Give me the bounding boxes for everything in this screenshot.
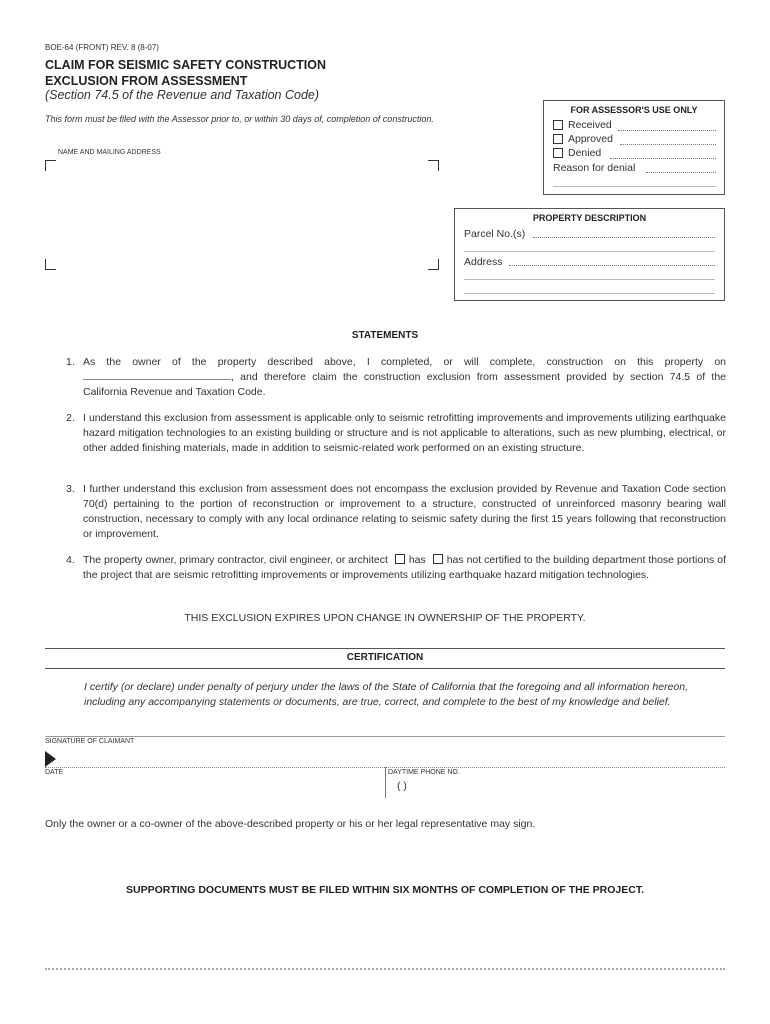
statement-3 [66, 482, 726, 542]
name-address-label: NAME AND MAILING ADDRESS [58, 149, 161, 156]
completion-date-field[interactable] [83, 370, 231, 380]
signature-rule [45, 736, 725, 737]
address-corner-bottom-right [428, 259, 439, 270]
statement-1-number: 1. [66, 356, 75, 368]
parcel-label: Parcel No.(s) [464, 228, 526, 240]
denied-line[interactable] [610, 158, 716, 159]
statement-4 [66, 553, 726, 583]
certification-text: I certify (or declare) under penalty of perjury under the laws of the State of California that the foregoing and all information hereon, including any accompanying statements or documents, are true, correct, and complete to the best of my knowledge and belief. [84, 681, 688, 708]
supporting-documents-notice: SUPPORTING DOCUMENTS MUST BE FILED WITHIN SIX MONTHS OF COMPLETION OF THE PROJECT. [125, 884, 644, 896]
form-id: BOE-64 (FRONT) REV. 8 (8-07) [45, 43, 159, 52]
reason-line-1[interactable] [646, 172, 716, 173]
received-checkbox[interactable] [553, 120, 563, 130]
expiration-notice: THIS EXCLUSION EXPIRES UPON CHANGE IN OWNERSHIP OF THE PROPERTY. [184, 612, 586, 624]
address-line-1[interactable] [509, 265, 715, 266]
statement-1-text-a: As the owner of the property described above, I completed, or will complete, construction on this property on [83, 356, 726, 368]
received-label: Received [568, 119, 612, 131]
address-label: Address [464, 256, 503, 268]
approved-row [553, 133, 613, 145]
name-address-field[interactable] [56, 170, 426, 258]
address-line-2[interactable] [464, 279, 715, 280]
form-title [45, 57, 326, 89]
statement-4-text-b: certified to the building department those portions of the project that are seismic retrofitting improvements or improvements utilizing earthquake hazard mitigation technologies. [83, 554, 727, 581]
reason-line-2[interactable] [553, 186, 716, 187]
phone-field[interactable]: ( ) [397, 780, 407, 792]
statement-3-text: I further understand this exclusion from assessment does not encompass the exclusion provided by Revenue and Taxation Code section 70(d) pertaining to the portion of reconstruction or improvement to a structure, constructed of unreinforced masonry bearing wall construction, necessary to comply with any local ordinance relating to seismic safety during the first 15 years following that reconstruction or improvement. [83, 483, 726, 540]
approved-checkbox[interactable] [553, 134, 563, 144]
form-title-line2: EXCLUSION FROM ASSESSMENT [45, 74, 248, 88]
statement-4-text-a: The property owner, primary contractor, civil engineer, or architect [83, 554, 388, 566]
date-label: DATE [45, 769, 64, 776]
address-corner-top-right [428, 160, 439, 171]
statement-2 [66, 411, 726, 456]
date-phone-divider [385, 767, 386, 798]
certification-top-rule [45, 648, 725, 649]
statement-2-text: I understand this exclusion from assessment is applicable only to seismic retrofitting improvements and improvements utilizing earthquake hazard mitigation technologies to an existing building or structure and is not applicable to alterations, such as new plumbing, electrical, or other added finishing materials, made in addition to seismic-related work performed on an existing structure. [83, 412, 726, 454]
form-title-line1: CLAIM FOR SEISMIC SAFETY CONSTRUCTION [45, 58, 327, 72]
denied-row [553, 147, 601, 159]
statement-2-number: 2. [66, 412, 75, 424]
assessor-use-box [543, 100, 725, 195]
approved-line[interactable] [620, 144, 716, 145]
owner-signature-note: Only the owner or a co-owner of the above-described property or his or her legal representative may sign. [45, 818, 536, 830]
certification-heading: CERTIFICATION [346, 652, 424, 663]
footer-rule [45, 968, 725, 970]
address-corner-bottom-left [45, 259, 56, 270]
signature-label: SIGNATURE OF CLAIMANT [45, 738, 135, 745]
reason-label: Reason for denial [553, 162, 636, 174]
property-box-title: PROPERTY DESCRIPTION [532, 213, 647, 223]
received-line[interactable] [618, 130, 716, 131]
date-field[interactable] [45, 778, 380, 798]
statement-1-text-b: , and therefore claim the construction exclusion from assessment provided by section 74.5 of the California Revenue and Taxation Code. [83, 371, 726, 398]
denied-label: Denied [568, 147, 602, 159]
received-row [553, 119, 612, 131]
phone-label: DAYTIME PHONE NO. [388, 769, 460, 776]
has-not-checkbox[interactable] [433, 554, 443, 564]
address-line-3[interactable] [464, 293, 715, 294]
parcel-line-1[interactable] [533, 237, 715, 238]
statements-heading: STATEMENTS [351, 330, 419, 341]
filing-note: This form must be filed with the Assessor prior to, or within 30 days of, completion of construction. [45, 114, 434, 124]
parcel-line-2[interactable] [464, 251, 715, 252]
has-not-label: has not [446, 554, 482, 566]
statement-4-number: 4. [66, 554, 75, 566]
assessor-box-title: FOR ASSESSOR'S USE ONLY [570, 105, 698, 115]
certification-bottom-rule [45, 668, 725, 669]
form-subtitle: (Section 74.5 of the Revenue and Taxation Code) [45, 88, 320, 102]
statement-3-number: 3. [66, 483, 75, 495]
statement-1 [66, 355, 726, 400]
sign-here-arrow-icon [45, 751, 56, 767]
signature-field[interactable] [62, 748, 722, 766]
approved-label: Approved [568, 133, 613, 145]
has-label: has [408, 554, 426, 566]
property-description-box [454, 208, 725, 301]
address-corner-top-left [45, 160, 56, 171]
denied-checkbox[interactable] [553, 148, 563, 158]
has-checkbox[interactable] [395, 554, 405, 564]
